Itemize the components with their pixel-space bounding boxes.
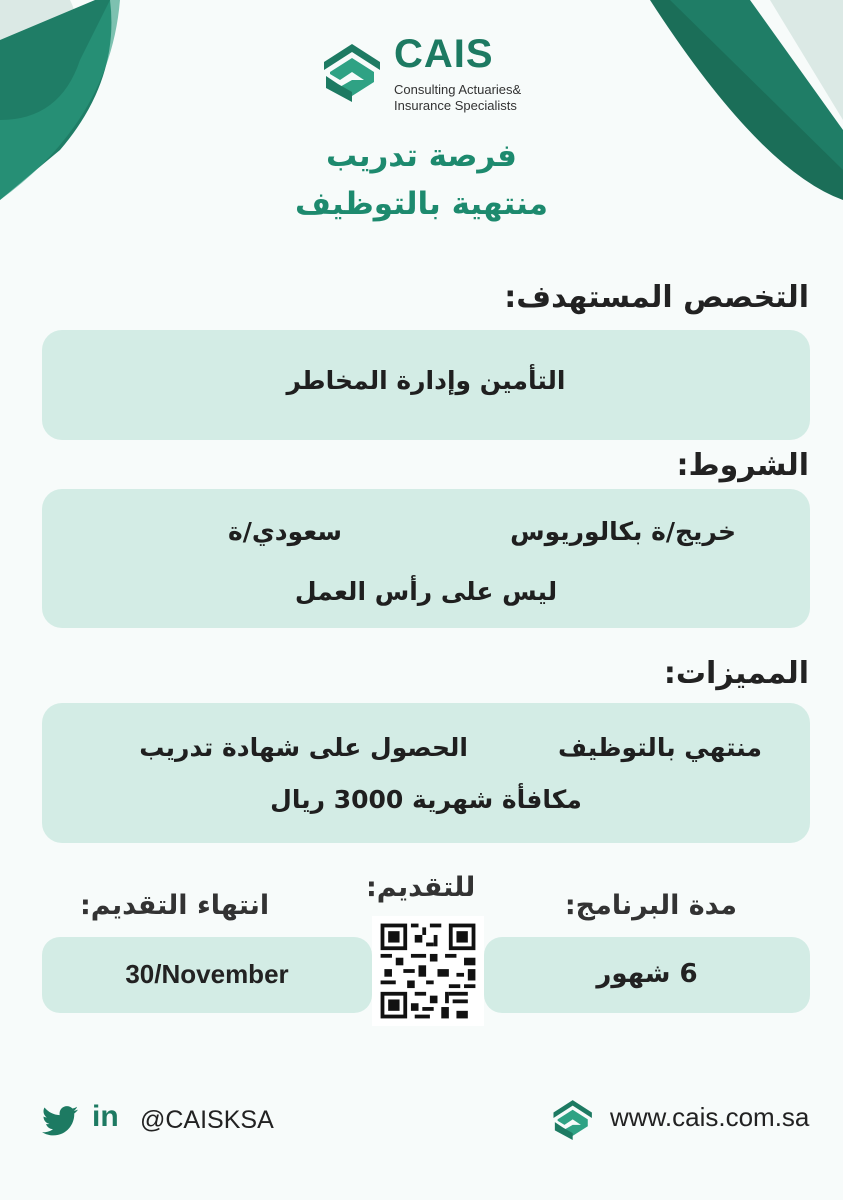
linkedin-icon[interactable]: in (92, 1100, 119, 1133)
duration-label: مدة البرنامج: (564, 890, 737, 921)
brand-subtitle-1: Consulting Actuaries& (394, 82, 522, 97)
conditions-box (42, 489, 810, 628)
brand-name: CAIS (394, 32, 494, 76)
benefits-title: المميزات: (663, 656, 809, 691)
deadline-value: 30/November (125, 959, 289, 989)
specialization-box (42, 330, 810, 440)
condition-item: ليس على رأس العمل (294, 577, 558, 606)
apply-label: للتقديم: (366, 872, 476, 903)
deadline-label: انتهاء التقديم: (80, 890, 270, 921)
benefit-item: الحصول على شهادة تدريب (139, 733, 468, 762)
specialization-title: التخصص المستهدف: (504, 280, 809, 315)
website-link[interactable]: www.cais.com.sa (610, 1102, 810, 1132)
duration-box (484, 937, 810, 1013)
qr-code[interactable] (372, 916, 484, 1026)
social-handle[interactable]: @CAISKSA (140, 1106, 274, 1134)
conditions-title: الشروط: (676, 448, 809, 483)
brand-subtitle-2: Insurance Specialists (394, 98, 517, 113)
brand-logo (316, 32, 536, 112)
cais-logo-icon (316, 36, 386, 104)
headline-line-1: فرصة تدريب (326, 138, 517, 174)
footer-logo-icon (548, 1094, 596, 1142)
deadline-box (42, 937, 372, 1013)
benefits-box (42, 703, 810, 843)
benefit-item: منتهي بالتوظيف (558, 733, 762, 762)
qr-code-pattern (372, 916, 484, 1026)
twitter-icon[interactable] (42, 1106, 78, 1136)
benefit-item: مكافأة شهرية 3000 ريال (270, 785, 582, 814)
condition-item: سعودي/ة (227, 517, 342, 546)
headline-line-2: منتهية بالتوظيف (295, 186, 548, 222)
duration-value: 6 شهور (596, 959, 698, 989)
specialization-value: التأمين وإدارة المخاطر (286, 366, 566, 395)
condition-item: خريج/ة بكالوريوس (510, 517, 736, 546)
